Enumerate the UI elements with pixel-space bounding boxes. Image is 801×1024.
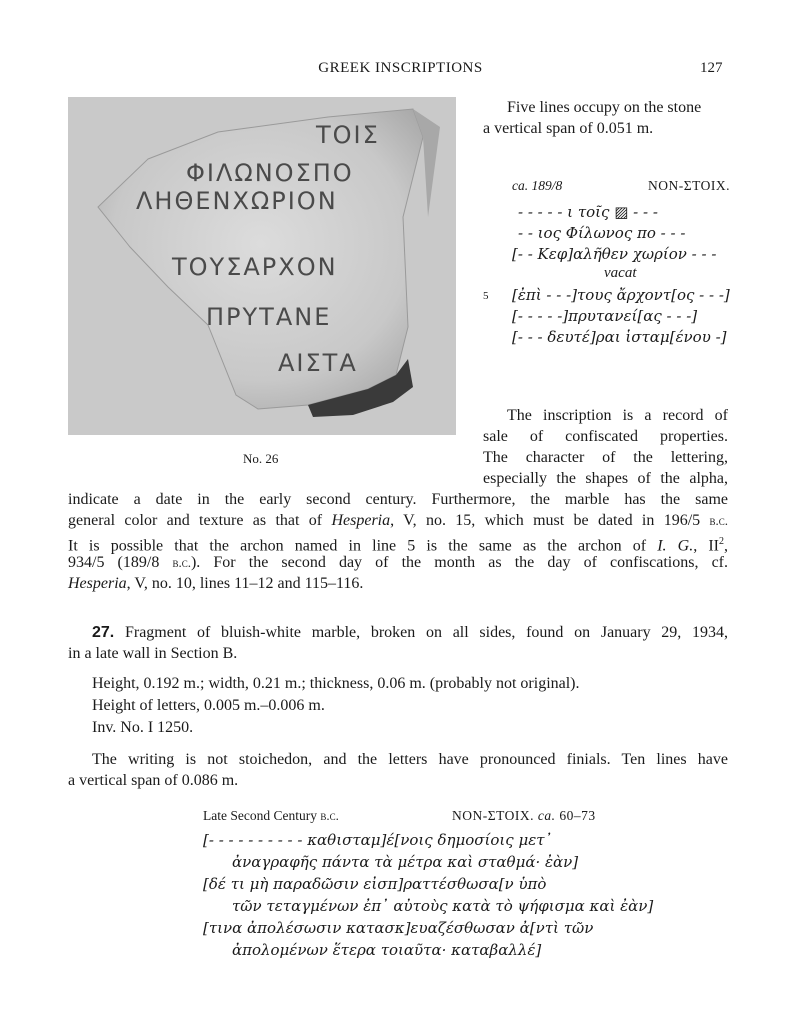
inscription27-line-2: ἀναγραφῆς πάντα τὰ μέτρα καὶ σταθμά· ἐὰν] [232,853,579,871]
stone-fragment-image [68,97,456,435]
inscription27-date: Late Second Century b.c. [203,808,339,823]
inscription27-line-1: [- - - - - - - - - - καθισταμ]έ[νοις δημοσίοις μετ᾽ [203,831,553,849]
entry27-line-1: 27. Fragment of bluish-white marble, broken on all sides, found on January 29, 1934, [92,624,729,641]
inscription27-line-4: τῶν τεταγμένων ἐπ᾽ αὐτοὺς κατὰ τὸ ψήφισμα καὶ ἐὰν] [232,897,654,915]
stone-line-1: ΤΟΙΣ [316,121,380,149]
inscription26-line-2: - - ιος Φίλωνος πο - - - [518,224,686,242]
entry27-letter-height: Height of letters, 0.005 m.–0.006 m. [92,697,325,714]
line-number-5: 5 [483,290,489,302]
page-number: 127 [700,60,723,76]
para-line-1: indicate a date in the early second century. Furthermore, the marble has the same [68,491,728,508]
inscription-photo [68,97,456,435]
inscription26-line-7: [- - - δευτέ]ραι ἱσταμ[ένου -] [512,328,727,346]
record-line-1: The inscription is a record of [507,407,728,424]
inscription27-line-6: ἀπολομένων ἕτερα τοιαῦτα· καταβαλλέ] [232,941,542,959]
inscription26-date: ca. 189/8 [512,178,563,193]
stone-line-2: ΦΙΛΩΝΟΣΠΟ [186,159,354,187]
intro-line-2: a vertical span of 0.051 m. [483,120,654,137]
stone-line-5: ΠΡΥΤΑΝΕ [206,303,332,331]
stone-line-4: ΤΟΥΣΑΡΧΟΝ [172,253,338,281]
hesperia-ref: Hesperia [331,512,391,529]
entry-number: 27. [92,624,115,641]
inscription27-type: NON-ΣΤΟΙΧ. ca. 60–73 [452,808,596,823]
inscription26-line-1: - - - - - ι τοῖς ▨ - - - [518,203,658,221]
intro-line-1: Five lines occupy on the stone [507,99,702,116]
inscription26-type: NON-ΣΤΟΙΧ. [648,178,730,193]
para-line-4: 934/5 (189/8 b.c.). For the second day of the month as the day of confiscations, cf. [68,554,728,571]
inscription26-vacat: vacat [604,265,637,281]
para-line-3: It is possible that the archon named in line 5 is the same as the archon of I. G., $II^2$, [68,536,729,555]
inscription27-line-5: [τινα ἀπολέσωσιν κατασκ]ευαζέσθωσαν ἀ[ντὶ τῶν [203,919,594,937]
inscription26-line-6: [- - - - -]πρυτανεί[ας - - -] [512,307,698,325]
record-line-3: The character of the lettering, [483,449,728,466]
entry27-dimensions: Height, 0.192 m.; width, 0.21 m.; thickness, 0.06 m. (probably not original). [92,675,580,692]
entry27-line-2: in a late wall in Section B. [68,645,238,662]
entry27-writing-1: The writing is not stoichedon, and the letters have pronounced finials. Ten lines have [92,751,728,768]
record-line-4: especially the shapes of the alpha, [483,470,728,487]
ig-ref: I. G. [657,537,694,555]
record-line-2: sale of confiscated properties. [483,428,728,445]
inscription26-line-3: [- - Κεφ]αλῆθεν χωρίον - - - [512,245,717,263]
para-line-5: Hesperia, V, no. 10, lines 11–12 and 115–116. [68,575,364,592]
hesperia-ref-2: Hesperia [68,575,127,592]
inscription26-line-5: [ἐπὶ - - -]τους ἄρχοντ[ος - - -] [512,286,730,304]
entry27-inventory: Inv. No. I 1250. [92,719,194,736]
inscription27-line-3: [δέ τι μὴ παραδῶσιν εἰσπ]ραττέσθωσα[ν ὑπὸ [203,875,547,893]
figure-caption: No. 26 [243,451,279,466]
running-header: GREEK INSCRIPTIONS [318,60,483,76]
stone-line-6: ΑΙΣΤΑ [278,349,358,377]
entry27-writing-2: a vertical span of 0.086 m. [68,772,239,789]
para-line-2: general color and texture as that of Hesperia, V, no. 15, which must be dated in 196/5 b.c. [68,512,729,529]
stone-line-3: ΛΗΘΕΝΧΩΡΙΟΝ [136,187,338,215]
